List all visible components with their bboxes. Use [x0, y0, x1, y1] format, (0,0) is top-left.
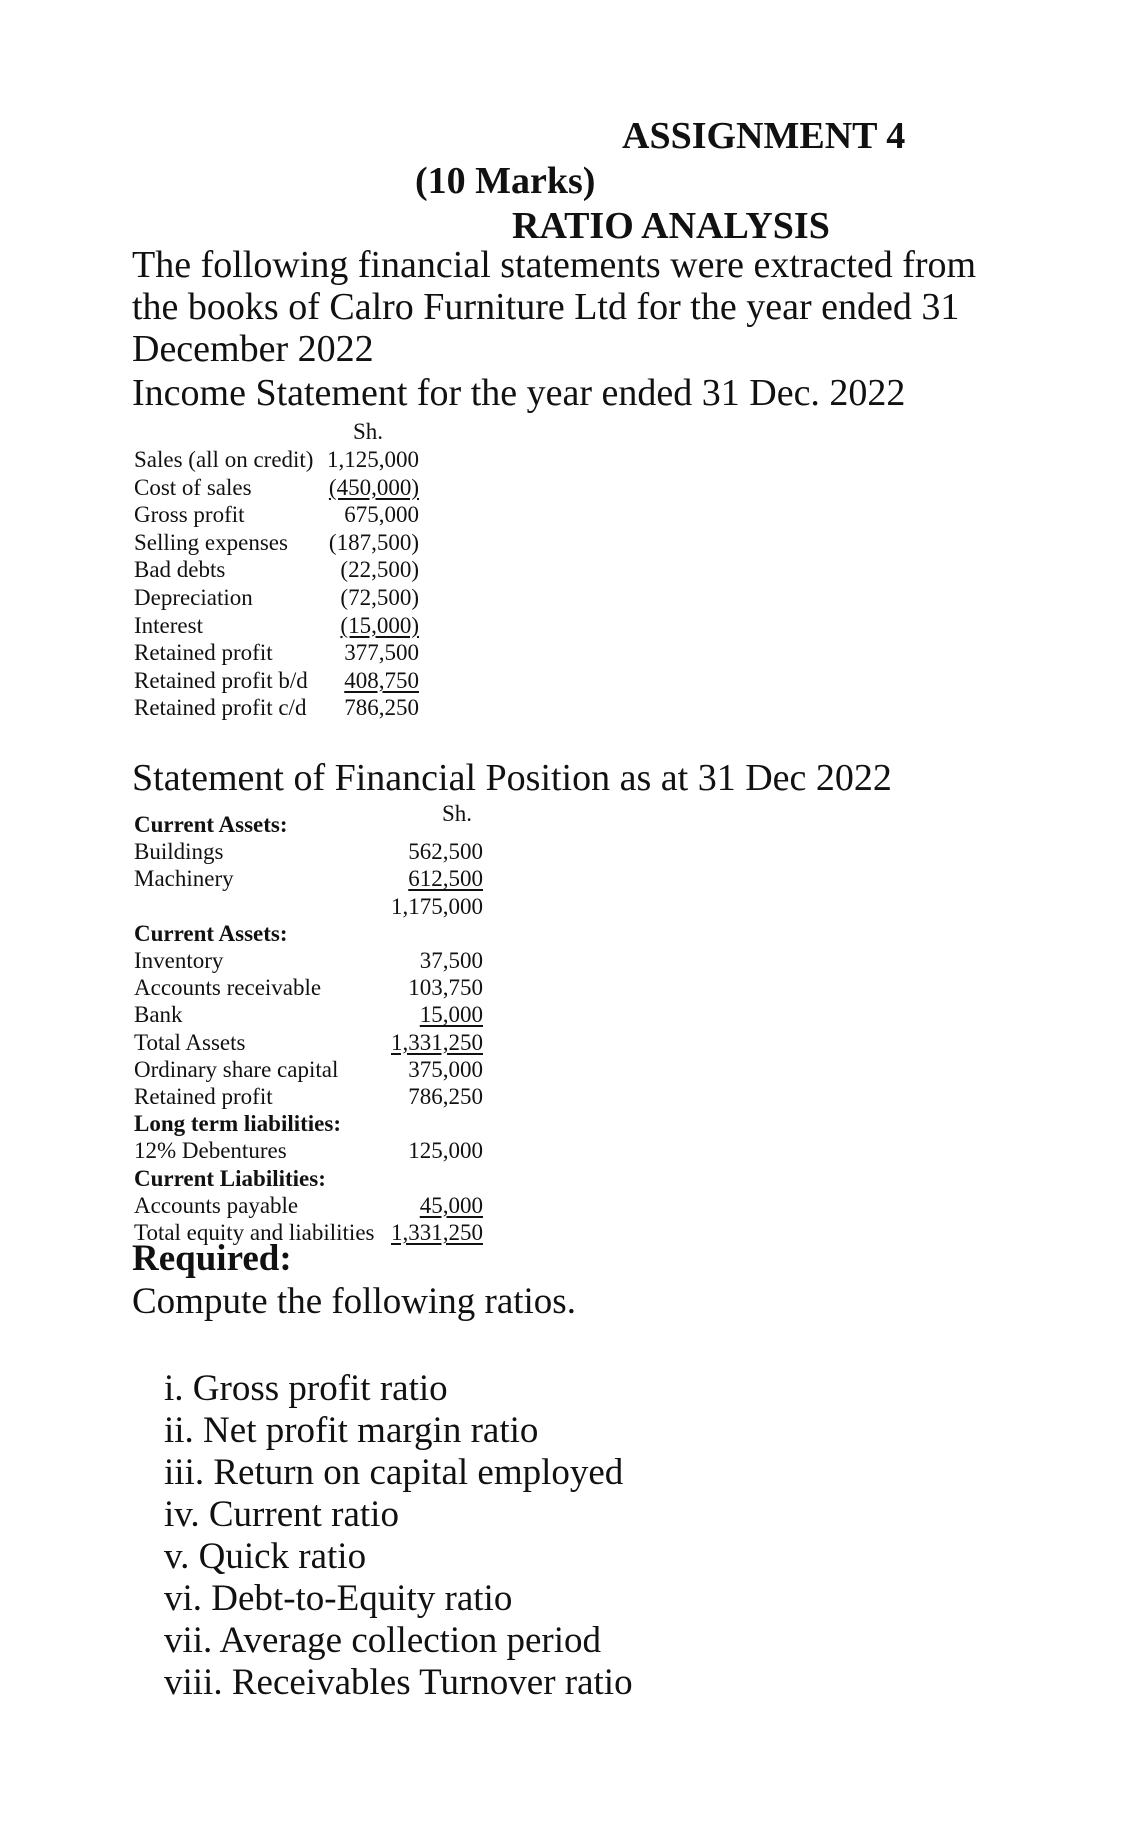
topic-title: RATIO ANALYSIS: [512, 205, 830, 247]
income-label: Gross profit: [134, 502, 245, 528]
position-label: Buildings: [134, 839, 224, 865]
income-statement-title: Income Statement for the year ended 31 Dec. 2022: [132, 372, 906, 414]
ratio-item: v. Quick ratio: [164, 1536, 367, 1577]
income-row: [134, 474, 419, 501]
position-label: 12% Debentures: [134, 1138, 287, 1164]
intro-line: the books of Calro Furniture Ltd for the year ended 31: [132, 286, 960, 328]
position-row: [134, 865, 483, 892]
position-row: [134, 1029, 483, 1056]
position-label: Inventory: [134, 948, 224, 973]
income-row: [134, 556, 419, 583]
income-row: [134, 529, 419, 556]
position-row: [134, 920, 483, 947]
ratio-list: [164, 1368, 633, 1704]
position-label: Bank: [134, 1002, 183, 1028]
income-row: [134, 667, 419, 694]
income-label: Retained profit: [134, 640, 273, 666]
income-label: Bad debts: [134, 557, 226, 583]
income-value: 1,125,000: [327, 447, 419, 472]
required-heading: Required:: [132, 1238, 292, 1279]
position-row: [134, 1056, 483, 1083]
position-row: [134, 974, 483, 1001]
position-row: [134, 947, 483, 974]
income-row: [134, 446, 419, 473]
ratio-item: vii. Average collection period: [164, 1620, 601, 1661]
position-value: 37,500: [419, 948, 483, 973]
intro-line: December 2022: [132, 328, 374, 370]
position-value: 45,000: [419, 1192, 483, 1218]
position-label: Machinery: [134, 866, 234, 892]
position-value: 562,500: [408, 839, 483, 865]
position-label: Retained profit: [134, 1084, 273, 1109]
position-label: Accounts receivable: [134, 975, 322, 1001]
financial-position-title: Statement of Financial Position as at 31 Dec 2022: [132, 757, 892, 799]
position-row: [134, 1083, 483, 1110]
position-value: 103,750: [408, 975, 483, 1001]
income-value: (72,500): [340, 585, 419, 610]
assignment-title: ASSIGNMENT 4: [622, 115, 906, 157]
position-label: Accounts payable: [134, 1192, 299, 1218]
position-value: 375,000: [408, 1056, 483, 1082]
marks-label: (10 Marks): [415, 160, 596, 202]
income-row: [134, 584, 419, 611]
position-value: 1,331,250: [391, 1220, 483, 1245]
income-label: Cost of sales: [134, 474, 252, 500]
income-value: (187,500): [328, 529, 419, 555]
income-label: Retained profit b/d: [134, 667, 308, 693]
position-label: Current Assets:: [134, 812, 288, 837]
income-row: [134, 501, 419, 528]
position-row: [134, 893, 483, 920]
position-currency-header: Sh.: [442, 801, 473, 826]
position-row: [134, 1165, 483, 1192]
income-value: (450,000): [328, 474, 419, 500]
income-row: [134, 639, 419, 666]
income-label: Retained profit c/d: [134, 695, 307, 721]
income-value: (22,500): [340, 557, 419, 583]
income-value: (15,000): [340, 612, 419, 638]
position-value: 612,500: [408, 866, 483, 892]
position-row: [134, 1137, 483, 1164]
income-value: 377,500: [344, 640, 419, 666]
income-currency-header: Sh.: [353, 419, 384, 444]
ratio-item: viii. Receivables Turnover ratio: [164, 1662, 633, 1703]
ratio-item: ii. Net profit margin ratio: [164, 1410, 539, 1451]
income-value: 675,000: [344, 502, 419, 528]
position-value: 786,250: [408, 1084, 483, 1109]
position-row: [134, 838, 483, 865]
position-row: [134, 1110, 483, 1137]
income-value: 408,750: [344, 667, 419, 693]
position-row: [134, 811, 483, 838]
position-label: Long term liabilities:: [134, 1111, 341, 1137]
position-value: 1,175,000: [391, 893, 483, 919]
position-value: 15,000: [419, 1002, 483, 1028]
income-label: Interest: [134, 612, 203, 638]
position-row: [134, 1192, 483, 1219]
position-row: [134, 1001, 483, 1028]
position-value: 1,331,250: [391, 1029, 483, 1055]
required-instruction: Compute the following ratios.: [132, 1281, 576, 1322]
income-value: 786,250: [344, 695, 419, 721]
position-label: Current Assets:: [134, 920, 288, 946]
position-label: Total equity and liabilities: [134, 1220, 375, 1245]
position-label: Current Liabilities:: [134, 1165, 326, 1191]
ratio-item: iii. Return on capital employed: [164, 1452, 624, 1493]
position-value: 125,000: [408, 1138, 483, 1164]
intro-line: The following financial statements were extracted from: [132, 244, 977, 286]
position-label: Total Assets: [134, 1029, 246, 1055]
income-label: Sales (all on credit): [134, 447, 314, 472]
position-label: Ordinary share capital: [134, 1056, 339, 1082]
ratio-item: i. Gross profit ratio: [164, 1368, 448, 1409]
income-label: Selling expenses: [134, 529, 288, 555]
ratio-item: vi. Debt-to-Equity ratio: [164, 1578, 513, 1619]
intro-paragraph: [132, 244, 992, 370]
ratio-item: iv. Current ratio: [164, 1494, 399, 1535]
income-label: Depreciation: [134, 585, 253, 610]
income-row: [134, 612, 419, 639]
income-row: [134, 694, 419, 721]
